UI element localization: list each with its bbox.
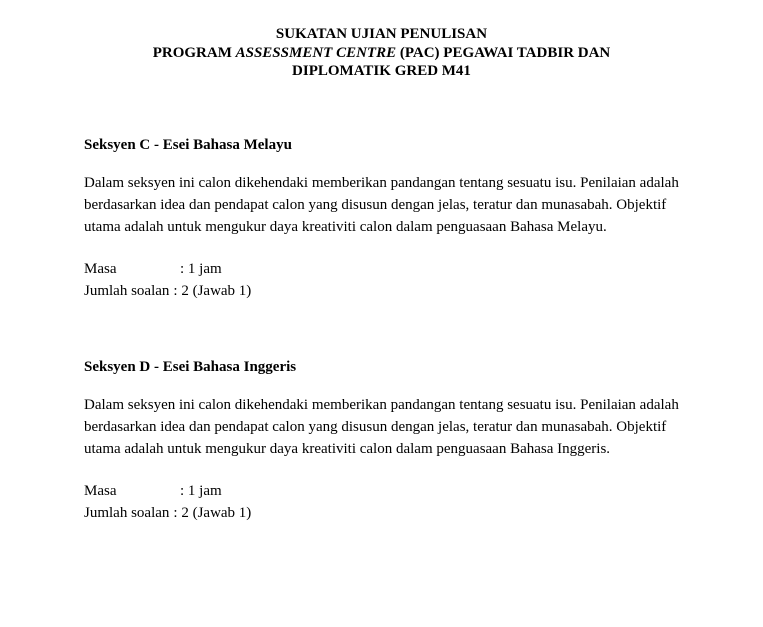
soalan-value: : 2 (Jawab 1) bbox=[173, 283, 252, 299]
title-line-1: SUKATAN UJIAN PENULISAN bbox=[275, 26, 488, 42]
document-title bbox=[0, 25, 763, 81]
masa-row bbox=[84, 480, 704, 502]
section-meta bbox=[84, 258, 704, 302]
section-heading: Seksyen C - Esei Bahasa Melayu bbox=[84, 137, 292, 153]
section-body: Dalam seksyen ini calon dikehendaki memberikan pandangan tentang sesuatu isu. Penilaian adalah berdasarkan idea dan pendapat calon yang disusun dengan jelas, teratur dan munasabah. Objektif utama adalah untuk mengukur daya kreativiti calon dalam penguasaan Bahasa Inggeris. bbox=[84, 397, 679, 457]
masa-label: Masa bbox=[84, 261, 117, 277]
soalan-row bbox=[84, 280, 704, 302]
title-line-2 bbox=[0, 44, 763, 63]
title-line-2-italic: ASSESSMENT CENTRE bbox=[235, 44, 397, 61]
masa-value: : 1 jam bbox=[180, 483, 222, 499]
masa-label: Masa bbox=[84, 483, 117, 499]
soalan-value: : 2 (Jawab 1) bbox=[173, 505, 252, 521]
masa-row bbox=[84, 258, 704, 280]
section-c bbox=[84, 136, 704, 302]
title-line-2-prefix: PROGRAM bbox=[152, 44, 236, 61]
soalan-label: Jumlah soalan bbox=[84, 505, 170, 521]
masa-value: : 1 jam bbox=[180, 261, 222, 277]
title-line-3: DIPLOMATIK GRED M41 bbox=[292, 63, 471, 79]
soalan-label: Jumlah soalan bbox=[84, 283, 170, 299]
section-body: Dalam seksyen ini calon dikehendaki memberikan pandangan tentang sesuatu isu. Penilaian adalah berdasarkan idea dan pendapat calon yang disusun dengan jelas, teratur dan munasabah. Objektif utama adalah untuk mengukur daya kreativiti calon dalam penguasaan Bahasa Melayu. bbox=[84, 175, 679, 235]
soalan-row bbox=[84, 502, 704, 524]
section-meta bbox=[84, 480, 704, 524]
title-line-2-suffix: (PAC) PEGAWAI TADBIR DAN bbox=[396, 44, 611, 61]
section-heading: Seksyen D - Esei Bahasa Inggeris bbox=[84, 359, 297, 375]
section-d bbox=[84, 358, 704, 524]
